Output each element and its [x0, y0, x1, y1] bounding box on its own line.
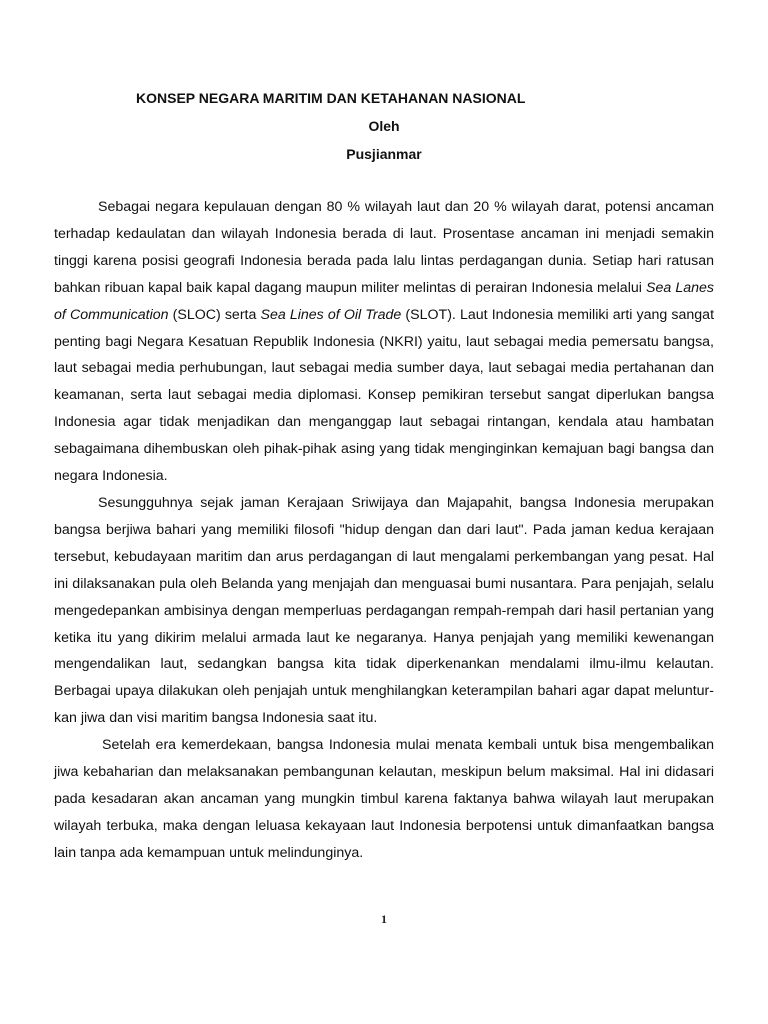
paragraph-1-italic-sloc: Sea Lanes of Communication [54, 279, 714, 323]
document-body [54, 194, 714, 867]
paragraph-3-text: Setelah era kemerdekaan, bangsa Indonesia mulai menata kembali untuk bisa mengembalikan jiwa kebaharian dan melaksanakan pembangunan kelautan, meskipun belum maksimal. Hal ini didasari pada kesadaran akan ancaman yang mungkin timbul karena faktanya bahwa wilayah laut merupakan wilayah terbuka, maka dengan leluasa kekayaan laut Indonesia berpotensi untuk dimanfaatkan bangsa lain tanpa ada kemampuan untuk melindunginya. [54, 737, 714, 861]
document-title: KONSEP NEGARA MARITIM DAN KETAHANAN NASIONAL [136, 90, 526, 106]
by-label: Oleh [368, 118, 400, 134]
paragraph-2 [54, 490, 714, 732]
paragraph-1-italic-slot: Sea Lines of Oil Trade [260, 306, 402, 323]
paragraph-2-text: Sesungguhnya sejak jaman Kerajaan Sriwijaya dan Majapahit, bangsa Indonesia merupakan bangsa berjiwa bahari yang memiliki filosofi "hidup dengan dan dari laut". Pada jaman kedua kerajaan tersebut, kebudayaan maritim dan arus perdagangan di laut mengalami perkembangan yang pesat. Hal ini dilaksanakan pula oleh Belanda yang menjajah dan menguasai bumi nusantara. Para penjajah, selalu mengedepankan ambisinya dengan memperluas perdagangan rempah-rempah dari hasil pertanian yang ketika itu yang dikirim melalui armada laut ke negaranya. Hanya penjajah yang memiliki kewenangan mengendalikan laut, sedangkan bangsa kita tidak diperkenankan mendalami ilmu-ilmu kelautan. Berbagai upaya dilakukan oleh penjajah untuk menghilangkan keterampilan bahari agar dapat melunturkan jiwa dan visi maritim bangsa Indonesia saat itu. [54, 494, 714, 727]
paragraph-3 [54, 732, 714, 867]
paragraph-1-text-3: (SLOT). Laut Indonesia memiliki arti yang sangat penting bagi Negara Kesatuan Republik Indonesia (NKRI) yaitu, laut sebagai media pemersatu bangsa, laut sebagai media perhubungan, laut sebagai media sumber daya, laut sebagai media pertahanan dan keamanan, serta laut sebagai media diplomasi. Konsep pemikiran tersebut sangat diperlukan bangsa Indonesia agar tidak menjadikan dan menganggap laut sebagai rintangan, kendala atau hambatan sebagaimana dihembuskan oleh pihak-pihak asing yang tidak menginginkan kemajuan bagi bangsa dan negara Indonesia. [54, 306, 715, 485]
author-name: Pusjianmar [346, 146, 422, 162]
paragraph-1 [54, 194, 714, 490]
paragraph-1-text-2: (SLOC) serta [168, 306, 261, 323]
paragraph-1-text-1: Sebagai negara kepulauan dengan 80 % wilayah laut dan 20 % wilayah darat, potensi ancaman terhadap kedaulatan dan wilayah Indonesia berada di laut. Prosentase ancaman ini menjadi semakin tinggi karena posisi geografi Indonesia berada pada lalu lintas perdagangan dunia. Setiap hari ratusan bahkan ribuan kapal baik kapal dagang maupun militer melintas di perairan Indonesia melalui [54, 199, 714, 296]
document-header [54, 84, 714, 168]
page-number: 1 [381, 912, 387, 926]
